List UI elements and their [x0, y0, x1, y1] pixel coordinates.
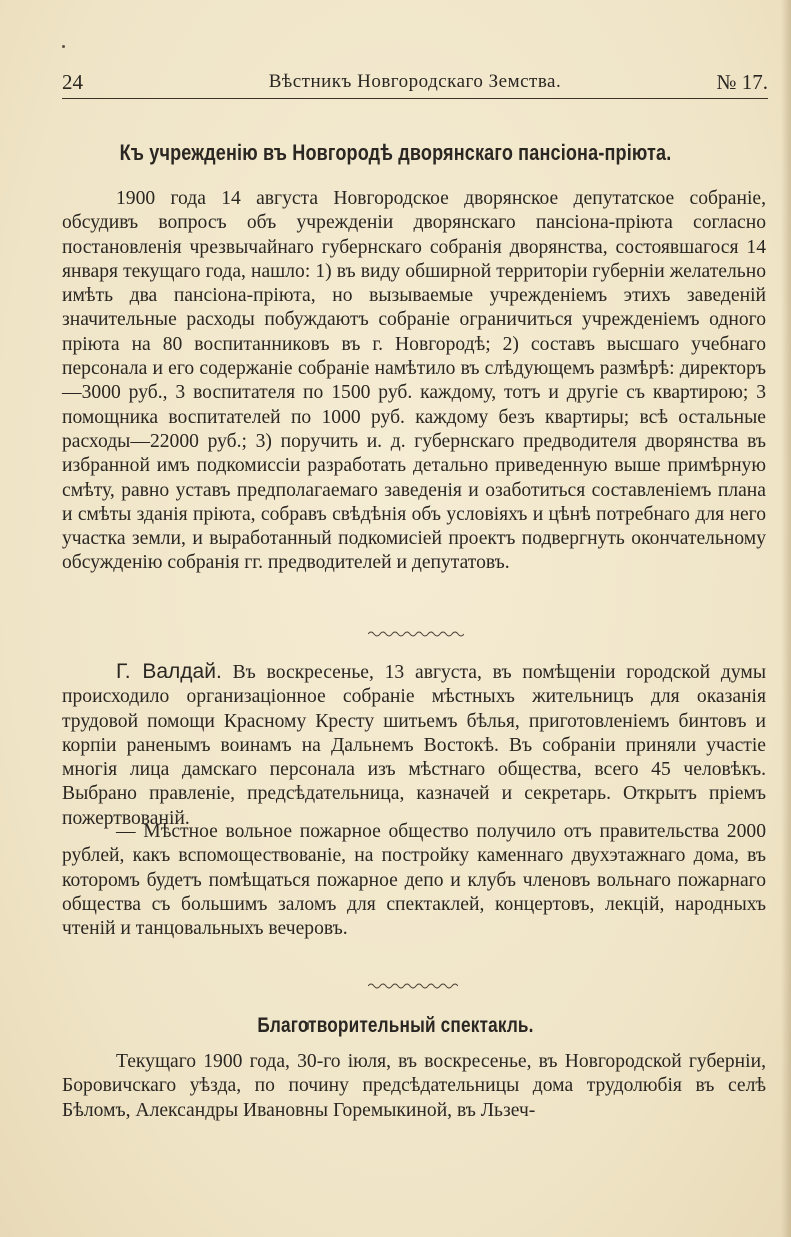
article-paragraph — [62, 660, 766, 831]
header-rule — [62, 98, 768, 99]
article-paragraph-text: Въ воскресенье, 13 августа, въ помѣщеніи городской думы происходило организаціонное собраніе мѣстныхъ жительницъ для оказанія трудовой помощи Красному Кресту шитьемъ бѣлья, приготовленіемъ бинтовъ и корпіи раненымъ воинамъ на Дальнемъ Востокѣ. Въ собраніи приняли участіе многія лица дамскаго персонала изъ мѣстнаго общества, всего 45 человѣкъ. Выбрано правленіе, предсѣдательница, казначей и секретарь. Открытъ пріемъ пожертвованій. — [62, 662, 766, 829]
article-paragraph: — Мѣстное вольное пожарное общество получило отъ правительства 2000 рублей, какъ вспомоществованіе, на постройку каменнаго двухэтажнаго дома, въ которомъ будетъ помѣщаться пожарное депо и клубъ членовъ вольнаго пожарнаго общества съ большимъ заломъ для спектаклей, концертовъ, лекцій, народныхъ чтеній и танцовальныхъ вечеровъ. — [62, 821, 766, 940]
article-paragraph: 1900 года 14 августа Новгородское дворянское депутатское собраніе, обсудивъ вопросъ объ учрежденіи дворянскаго пансіона-пріюта согласно постановленія чрезвычайнаго губернскаго собранія дворянства, состоявшагося 14 января текущаго года, нашло: 1) въ виду обширной территоріи губерніи желательно имѣть два пансіона-пріюта, но вызываемые учрежденіемъ этихъ заведеній значительные расходы побуждаютъ собраніе ограничиться учрежденіемъ одного пріюта на 80 воспитанниковъ въ г. Новгородѣ; 2) составъ высшаго учебнаго персонала и его содержаніе собраніе намѣтило въ слѣдующемъ размѣрѣ: директоръ—3000 руб., 3 воспитателя по 1500 руб. каждому, тотъ и другіе съ квартирою; 3 помощника воспитателей по 1000 руб. каждому безъ квартиры; всѣ остальные расходы—22000 руб.; 3) поручить и. д. губернскаго предводителя дворянства въ избранной имъ подкомиссіи разработать детально приведенную выше примѣрную смѣту, равно уставъ предполагаемаго заведенія и озаботиться составленіемъ плана и смѣты зданія пріюта, собравъ свѣдѣнія объ условіяхъ и цѣнѣ потребнаго для него участка земли, и выработанный подкомисіей проектъ подвергнуть окончательному обсужденію собранія гг. предводителей и депутатовъ. — [62, 188, 766, 574]
paper-speck — [62, 45, 65, 48]
page-header — [62, 66, 768, 96]
issue-number: № 17. — [716, 70, 768, 94]
article-lead: Г. Валдай. — [116, 660, 222, 683]
article-heading: Къ учрежденію въ Новгородѣ дворянскаго пансіона-пріюта. — [119, 140, 672, 165]
section-divider — [368, 628, 464, 638]
page-edge-shadow — [781, 0, 791, 1237]
journal-title: Вѣстникъ Новгородскаго Земства. — [268, 71, 562, 92]
section-divider — [368, 980, 458, 990]
article-paragraph: Текущаго 1900 года, 30-го іюля, въ воскресенье, въ Новгородской губерніи, Боровичскаго уѣзда, по почину предсѣдательницы дома трудолюбія въ селѣ Бѣломъ, Александры Ивановны Горемыкиной, въ Льзеч- — [62, 1051, 766, 1121]
article-heading: Благотворительный спектакль. — [257, 1014, 534, 1037]
page-number: 24 — [62, 70, 83, 94]
